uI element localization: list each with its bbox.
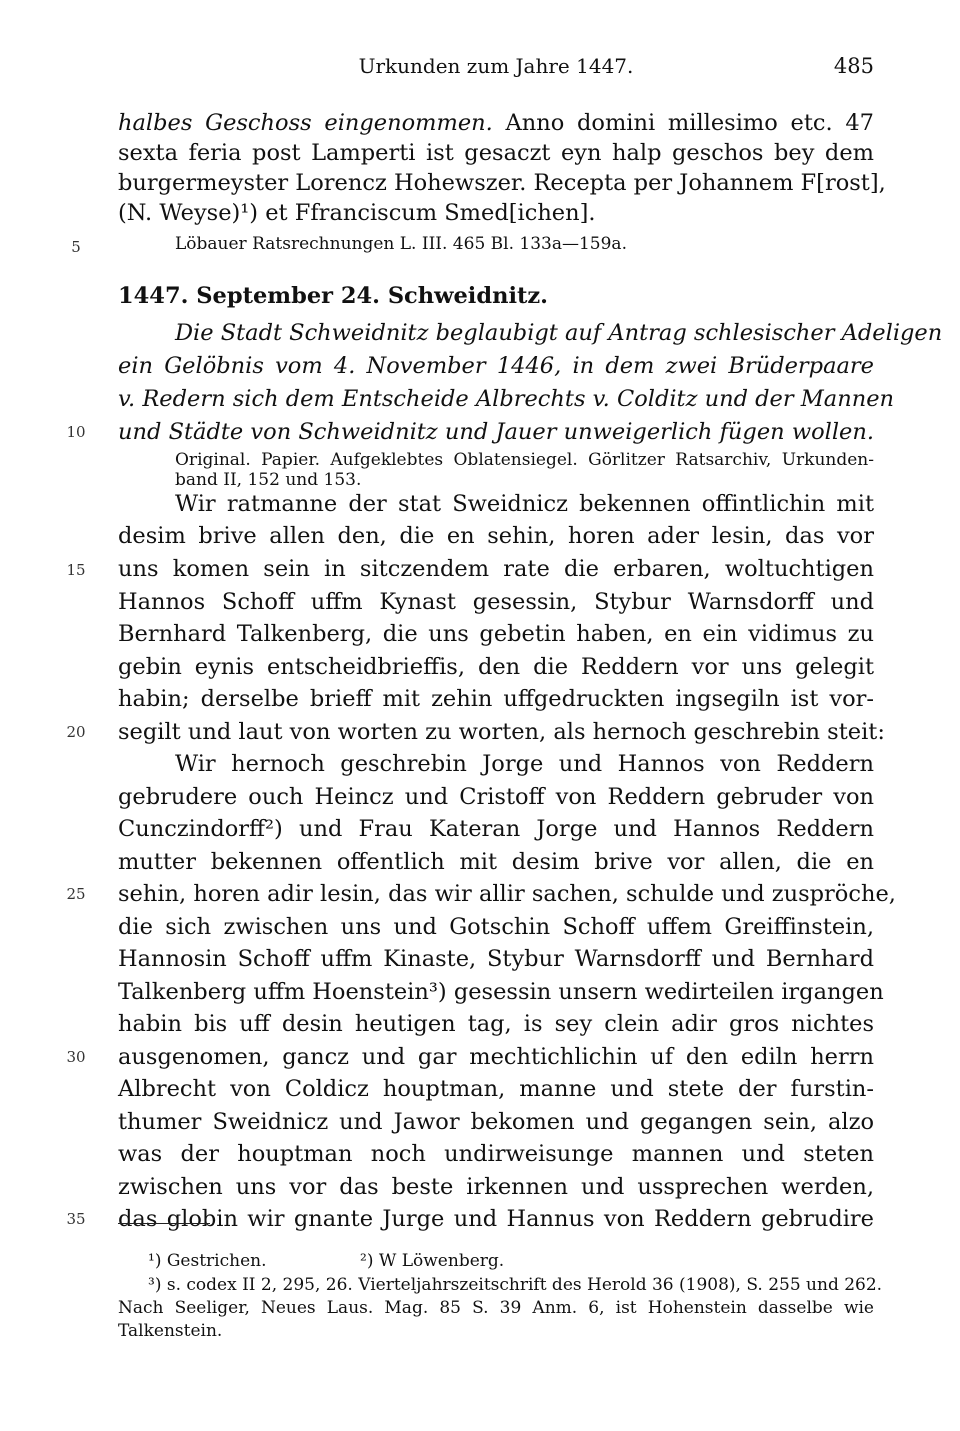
footnote-2: ²) W Löwenberg. <box>360 1251 505 1271</box>
text-line: Bernhard Talkenberg, die uns gebetin haben, en ein vidimus zu <box>118 621 874 647</box>
text-line: die sich zwischen uns und Gotschin Schoff uffem Greiffinstein, <box>118 914 874 940</box>
entry-heading: 1447. September 24. Schweidnitz. <box>118 283 548 309</box>
source-note-line: Original. Papier. Aufgeklebtes Oblatensiegel. Görlitzer Ratsarchiv, Urkunden- <box>175 450 874 470</box>
source-note-line: band II, 152 und 153. <box>175 470 362 490</box>
footnote-3-continued: Nach Seeliger, Neues Laus. Mag. 85 S. 39 Anm. 6, ist Hohenstein dasselbe wie <box>118 1298 874 1318</box>
text-line: sehin, horen adir lesin, das wir allir sachen, schulde und zusprӧche, <box>118 881 896 907</box>
line-number: 35 <box>66 1210 86 1228</box>
page-header <box>118 54 874 84</box>
prev-entry-source: Löbauer Ratsrechnungen L. III. 465 Bl. 133a—159a. <box>175 234 627 254</box>
prev-entry-line: burgermeyster Lorencz Hohewszer. Recepta per Johannem F[rost], <box>118 170 886 196</box>
line-number: 10 <box>66 423 86 441</box>
text-line: zwischen uns vor das beste irkennen und ussprechen werden, <box>118 1174 874 1200</box>
regest-line: Die Stadt Schweidnitz beglaubigt auf Antrag schlesischer Adeligen <box>175 320 943 346</box>
text-line: was der houptman noch undirweisunge mannen und steten <box>118 1141 874 1167</box>
text-line: mutter bekennen offentlich mit desim brive vor allen, die en <box>118 849 874 875</box>
text-line: das globin wir gnante Jurge und Hannus von Reddern gebrudire <box>118 1206 874 1232</box>
text-line: desim brive allen den, die en sehin, horen ader lesin, das vor <box>118 523 874 549</box>
text-line: habin; derselbe brieff mit zehin uffgedruckten ingsegiln ist vor- <box>118 686 874 712</box>
prev-entry-line: halbes Geschoss eingenommen. Anno domini millesimo etc. 47 <box>118 110 874 136</box>
prev-entry-line-rest: Anno domini millesimo etc. 47 <box>505 110 874 136</box>
text-line: habin bis uff desin heutigen tag, is sey clein adir gros nichtes <box>118 1011 874 1037</box>
text-line: gebrudere ouch Heincz und Cristoff von Reddern gebruder von <box>118 784 874 810</box>
footnote-3-continued: Talkenstein. <box>118 1321 223 1341</box>
text-line: Wir ratmanne der stat Sweidnicz bekennen offintlichin mit <box>175 491 874 517</box>
text-line: segilt und laut von worten zu worten, als hernoch geschrebin steit: <box>118 719 885 745</box>
text-line: Albrecht von Coldicz houptman, manne und stete der furstin- <box>118 1076 874 1102</box>
line-number: 15 <box>66 561 86 579</box>
line-number: 25 <box>66 885 86 903</box>
footnote-3: ³) s. codex II 2, 295, 26. Vierteljahrszeitschrift des Herold 36 (1908), S. 255 und 262. <box>148 1275 883 1295</box>
text-line: Wir hernoch geschrebin Jorge und Hannos von Reddern <box>175 751 874 777</box>
text-line: ausgenomen, gancz und gar mechtichlichin uf den ediln herrn <box>118 1044 874 1070</box>
text-line: Hannosin Schoff uffm Kinaste, Stybur Warnsdorff und Bernhard <box>118 946 874 972</box>
footnote-rule <box>118 1223 210 1224</box>
running-header: Urkunden zum Jahre 1447. <box>358 54 634 78</box>
regest-line: und Städte von Schweidnitz und Jauer unweigerlich fügen wollen. <box>118 419 874 445</box>
text-line: Cunczindorff²) und Frau Kateran Jorge und Hannos Reddern <box>118 816 874 842</box>
footnote-1: ¹) Gestrichen. <box>148 1251 267 1271</box>
prev-entry-line: (N. Weyse)¹) et Ffranciscum Smed[ichen]. <box>118 200 596 226</box>
text-line: uns komen sein in sitczendem rate die erbaren, woltuchtigen <box>118 556 874 582</box>
text-line: Talkenberg uffm Hoenstein³) gesessin unsern wedirteilen irgangen <box>118 979 884 1005</box>
line-number: 20 <box>66 723 86 741</box>
regest-line: ein Gelöbnis vom 4. November 1446, in dem zwei Brüderpaare <box>118 353 874 379</box>
regest-line: v. Redern sich dem Entscheide Albrechts v. Colditz und der Mannen <box>118 386 894 412</box>
prev-entry-line: sexta feria post Lamperti ist gesaczt eyn halp geschos bey dem <box>118 140 874 166</box>
text-line: Hannos Schoff uffm Kynast gesessin, Stybur Warnsdorff und <box>118 589 874 615</box>
text-line: thumer Sweidnicz und Jawor bekomen und gegangen sein, alzo <box>118 1109 874 1135</box>
line-number: 5 <box>71 238 81 256</box>
text-line: gebin eynis entscheidbrieffis, den die Reddern vor uns gelegit <box>118 654 874 680</box>
page-number: 485 <box>833 54 874 78</box>
line-number: 30 <box>66 1048 86 1066</box>
